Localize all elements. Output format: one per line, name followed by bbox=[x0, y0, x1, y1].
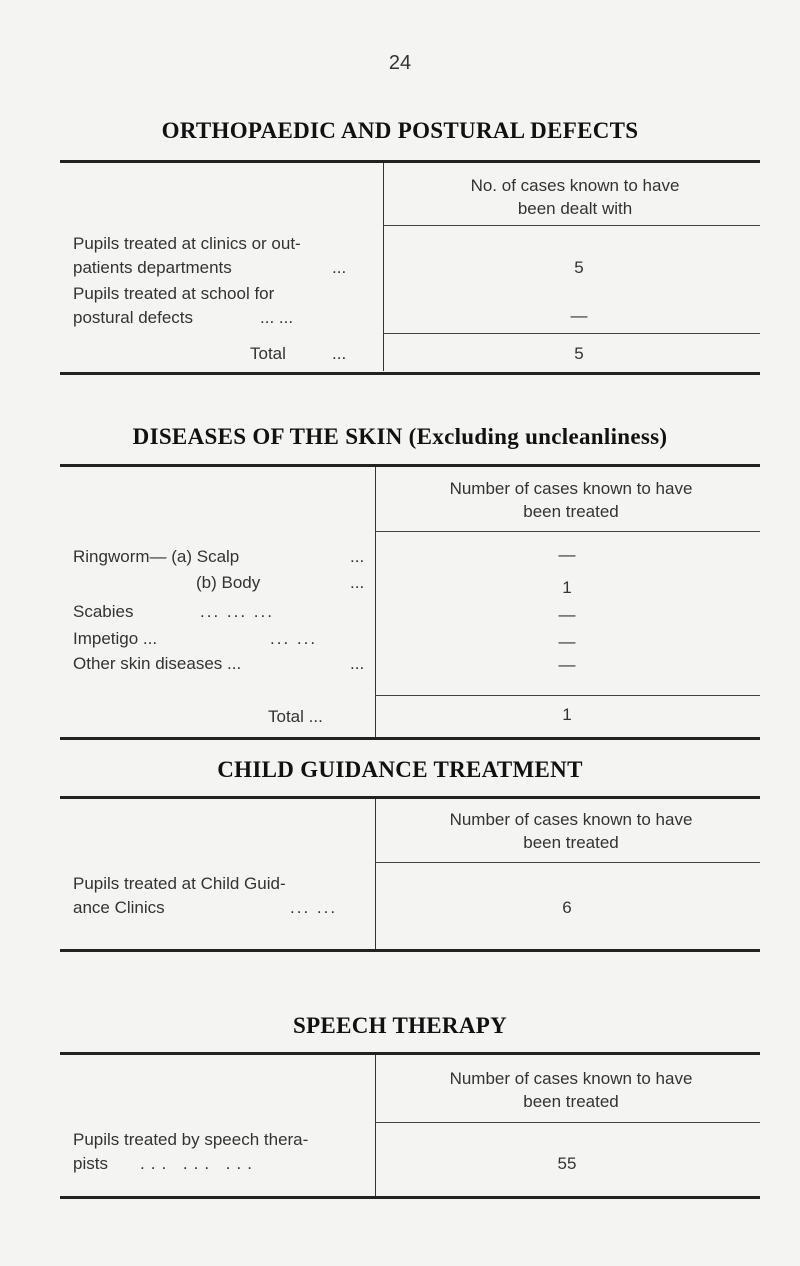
total-label: Total ... bbox=[268, 707, 323, 726]
row-value: 1 bbox=[562, 578, 572, 597]
row-value: 6 bbox=[562, 898, 572, 917]
row-value: — bbox=[558, 655, 576, 674]
total-label: Total bbox=[250, 344, 286, 363]
header-rule bbox=[375, 531, 760, 532]
row-value: — bbox=[558, 632, 576, 651]
table-top-rule bbox=[60, 796, 760, 799]
column-header: Number of cases known to have been treated bbox=[449, 1069, 693, 1111]
header-rule bbox=[375, 1122, 760, 1123]
table-bottom-rule bbox=[60, 372, 760, 375]
table-bottom-rule bbox=[60, 1196, 760, 1199]
dot-leader: ... bbox=[350, 654, 365, 673]
dot-leader: ... bbox=[332, 344, 347, 363]
child-guidance-title: CHILD GUIDANCE TREATMENT bbox=[217, 757, 583, 782]
total-rule bbox=[383, 333, 760, 334]
column-header: No. of cases known to have been dealt with bbox=[470, 176, 680, 218]
table-bottom-rule bbox=[60, 737, 760, 740]
row-label: Other skin diseases ... bbox=[73, 654, 242, 673]
row-label: Pupils treated at school for bbox=[73, 284, 275, 303]
total-value: 5 bbox=[574, 344, 584, 363]
row-label: (b) Body bbox=[196, 573, 261, 592]
row-label: pists bbox=[73, 1154, 108, 1173]
row-label: patients departments bbox=[73, 258, 232, 277]
orthopaedic-title: ORTHOPAEDIC AND POSTURAL DEFECTS bbox=[161, 118, 639, 143]
total-value: 1 bbox=[562, 705, 572, 724]
dot-leader: ... ... bbox=[290, 898, 338, 917]
dot-leader: ... bbox=[332, 258, 347, 277]
total-rule bbox=[375, 695, 760, 696]
row-value: — bbox=[558, 605, 576, 624]
table-top-rule bbox=[60, 1052, 760, 1055]
header-rule bbox=[375, 862, 760, 863]
dot-leader: ... ... ... bbox=[140, 1154, 258, 1173]
page-number: 24 bbox=[388, 52, 412, 74]
table-top-rule bbox=[60, 160, 760, 163]
skin-title: DISEASES OF THE SKIN (Excluding uncleanliness) bbox=[132, 424, 668, 449]
column-divider bbox=[375, 799, 376, 949]
speech-therapy-title: SPEECH THERAPY bbox=[292, 1013, 507, 1038]
column-header: Number of cases known to have been treated bbox=[449, 479, 693, 521]
dot-leader: ... bbox=[350, 547, 365, 566]
row-label: ance Clinics bbox=[73, 898, 165, 917]
dot-leader: ... ... bbox=[260, 308, 294, 327]
column-divider bbox=[375, 1055, 376, 1197]
row-value: — bbox=[570, 306, 588, 325]
row-label: Impetigo ... bbox=[73, 629, 158, 648]
row-label: Ringworm— (a) Scalp bbox=[73, 547, 240, 566]
dot-leader: ... ... ... bbox=[200, 602, 274, 621]
row-label: Scabies bbox=[73, 602, 134, 621]
row-label: Pupils treated by speech thera- bbox=[73, 1130, 309, 1149]
header-rule bbox=[383, 225, 760, 226]
table-bottom-rule bbox=[60, 949, 760, 952]
column-divider bbox=[375, 467, 376, 737]
column-divider bbox=[383, 163, 384, 371]
row-value: 55 bbox=[557, 1154, 577, 1173]
row-label: postural defects bbox=[73, 308, 194, 327]
dot-leader: ... bbox=[350, 573, 365, 592]
table-top-rule bbox=[60, 464, 760, 467]
row-value: — bbox=[558, 545, 576, 564]
dot-leader: ... ... bbox=[270, 629, 318, 648]
row-value: 5 bbox=[574, 258, 584, 277]
row-label: Pupils treated at Child Guid- bbox=[73, 874, 286, 893]
row-label: Pupils treated at clinics or out- bbox=[73, 234, 301, 253]
column-header: Number of cases known to have been treated bbox=[449, 810, 693, 852]
